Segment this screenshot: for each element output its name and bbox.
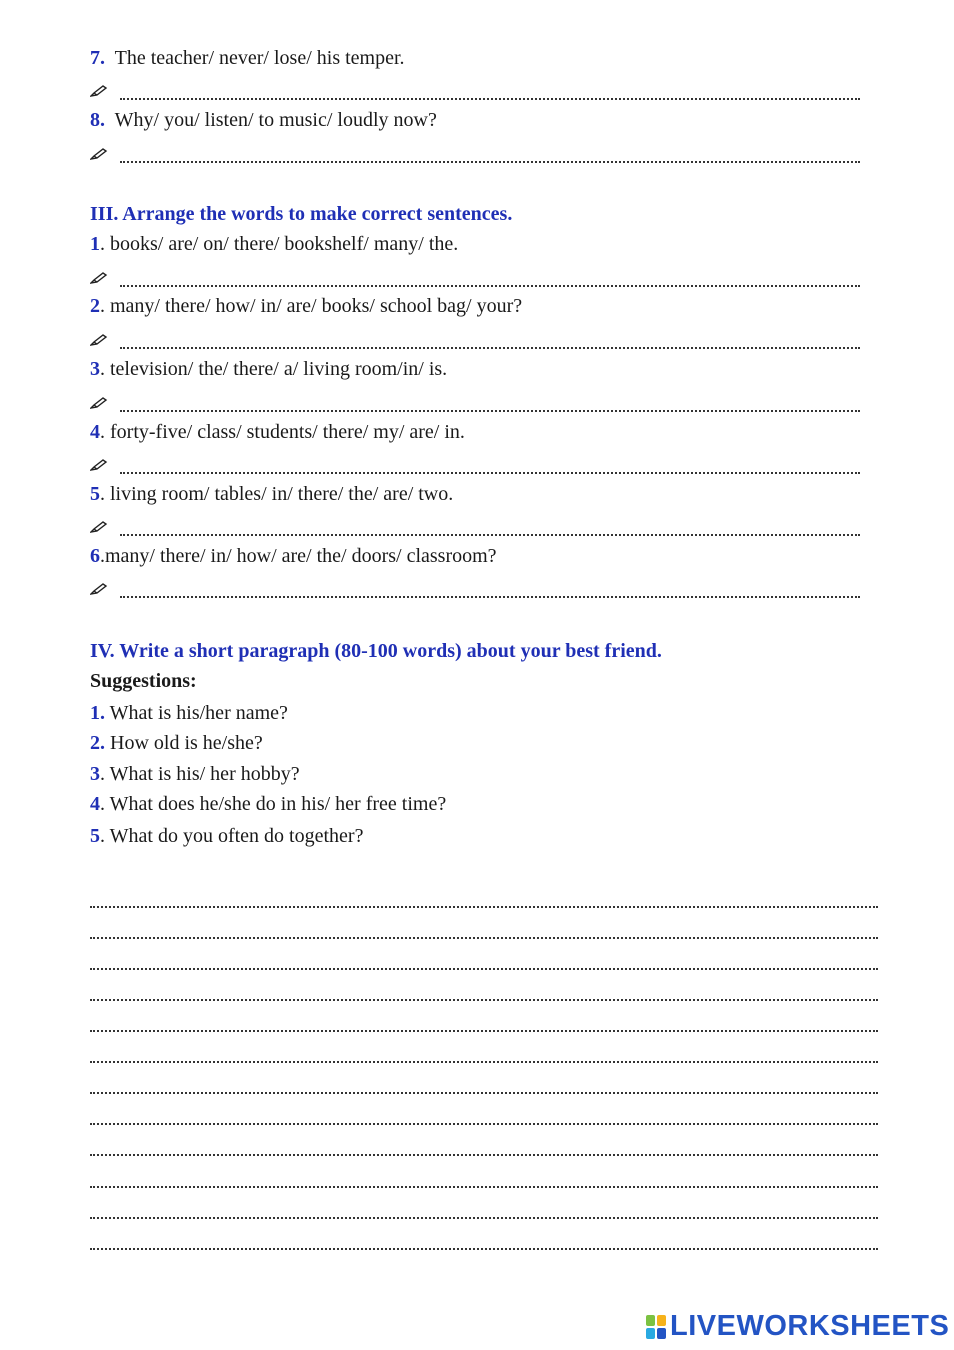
item-number: 5: [90, 483, 100, 505]
answer-line[interactable]: [90, 142, 860, 166]
dotted-line: [120, 468, 860, 474]
item-number: 2: [90, 295, 100, 317]
answer-line[interactable]: [90, 453, 860, 477]
suggestion-text: What is his/her name?: [105, 702, 288, 724]
pencil-icon: [90, 147, 112, 161]
suggestion-number: 5: [90, 825, 100, 847]
dotted-line: [120, 406, 860, 412]
dotted-line: [120, 94, 860, 100]
item-number: 1: [90, 233, 100, 255]
item-text: . forty-five/ class/ students/ there/ my/ are/ in.: [100, 421, 465, 443]
item-text: . living room/ tables/ in/ there/ the/ are/ two.: [100, 483, 454, 505]
logo-mark-icon: [646, 1315, 666, 1339]
item-text: . television/ the/ there/ a/ living room/in/ is.: [100, 358, 448, 380]
question-text: The teacher/ never/ lose/ his temper.: [114, 47, 405, 69]
liveworksheets-logo: [646, 1310, 949, 1343]
writing-line[interactable]: [90, 1059, 878, 1063]
question-8: [90, 108, 437, 132]
answer-line[interactable]: [90, 577, 860, 601]
suggestion-4: [90, 792, 446, 816]
arrange-item-3: [90, 357, 447, 381]
suggestion-number: 3: [90, 763, 100, 785]
item-number: 4: [90, 421, 100, 443]
writing-line[interactable]: [90, 1028, 878, 1032]
arrange-item-4: [90, 420, 465, 444]
writing-line[interactable]: [90, 966, 878, 970]
question-7: [90, 46, 405, 70]
suggestion-text: . What does he/she do in his/ her free time?: [100, 793, 447, 815]
item-text: .many/ there/ in/ how/ are/ the/ doors/ classroom?: [100, 545, 497, 567]
arrange-item-2: [90, 294, 522, 318]
suggestion-2: [90, 731, 263, 755]
suggestion-text: . What do you often do together?: [100, 825, 364, 847]
question-number: 7.: [90, 47, 105, 69]
writing-line[interactable]: [90, 1152, 878, 1156]
writing-line[interactable]: [90, 904, 878, 908]
pencil-icon: [90, 458, 112, 472]
pencil-icon: [90, 84, 112, 98]
pencil-icon: [90, 582, 112, 596]
section-iv-heading: IV. Write a short paragraph (80-100 words) about your best friend.: [90, 640, 662, 662]
answer-line[interactable]: [90, 266, 860, 290]
item-text: . books/ are/ on/ there/ bookshelf/ many/ the.: [100, 233, 459, 255]
suggestion-text: How old is he/she?: [105, 732, 263, 754]
item-number: 6: [90, 545, 100, 567]
suggestion-number: 4: [90, 793, 100, 815]
writing-line[interactable]: [90, 1246, 878, 1250]
item-number: 3: [90, 358, 100, 380]
dotted-line: [120, 157, 860, 163]
suggestion-5: [90, 824, 363, 848]
answer-line[interactable]: [90, 79, 860, 103]
suggestion-3: [90, 762, 300, 786]
writing-line[interactable]: [90, 997, 878, 1001]
arrange-item-5: [90, 482, 453, 506]
pencil-icon: [90, 396, 112, 410]
pencil-icon: [90, 333, 112, 347]
arrange-item-1: [90, 232, 458, 256]
suggestions-label: Suggestions:: [90, 670, 197, 692]
writing-line[interactable]: [90, 1090, 878, 1094]
question-text: Why/ you/ listen/ to music/ loudly now?: [114, 109, 437, 131]
answer-line[interactable]: [90, 391, 860, 415]
suggestion-text: . What is his/ her hobby?: [100, 763, 300, 785]
logo-text: LIVEWORKSHEETS: [670, 1310, 950, 1342]
dotted-line: [120, 592, 860, 598]
section-iii-heading: III. Arrange the words to make correct sentences.: [90, 203, 513, 225]
writing-line[interactable]: [90, 1121, 878, 1125]
item-text: . many/ there/ how/ in/ are/ books/ school bag/ your?: [100, 295, 523, 317]
writing-line[interactable]: [90, 1215, 878, 1219]
pencil-icon: [90, 520, 112, 534]
suggestion-number: 2.: [90, 732, 105, 754]
pencil-icon: [90, 271, 112, 285]
answer-line[interactable]: [90, 328, 860, 352]
suggestion-number: 1.: [90, 702, 105, 724]
writing-line[interactable]: [90, 935, 878, 939]
dotted-line: [120, 343, 860, 349]
writing-line[interactable]: [90, 1184, 878, 1188]
dotted-line: [120, 281, 860, 287]
suggestion-1: [90, 701, 288, 725]
dotted-line: [120, 530, 860, 536]
arrange-item-6: [90, 544, 497, 568]
answer-line[interactable]: [90, 515, 860, 539]
question-number: 8.: [90, 109, 105, 131]
